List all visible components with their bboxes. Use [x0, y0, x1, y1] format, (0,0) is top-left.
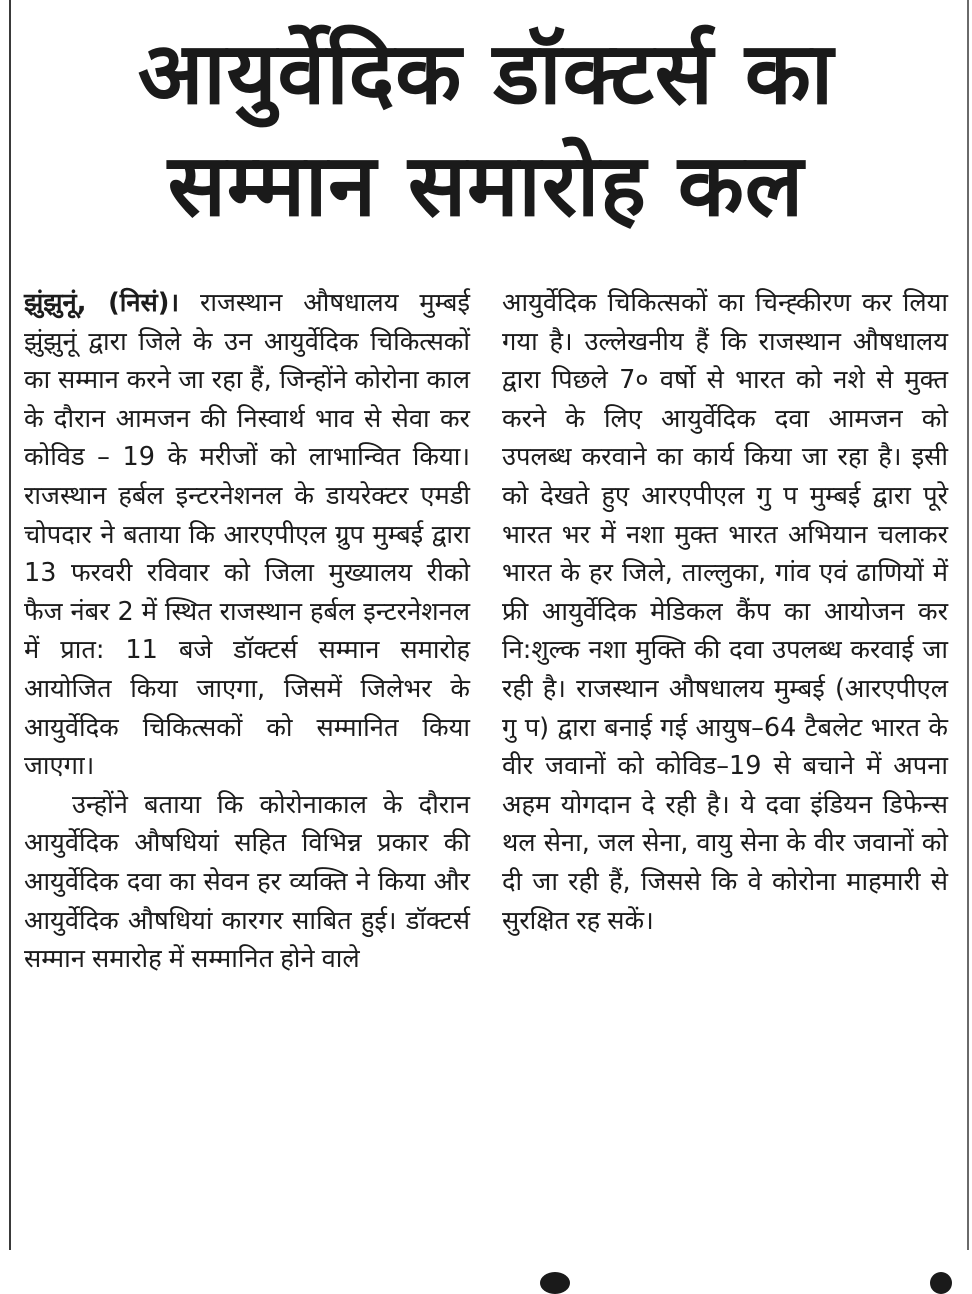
article-body: [24, 284, 948, 979]
paragraph-1-text: राजस्थान औषधालय मुम्बई झुंझुनूं द्वारा जिले के उन आयुर्वेदिक चिकित्सकों का सम्मान करने जा रहा हैं, जिन्होंने कोरोना काल के दौरान आमजन की निस्वार्थ भाव से सेवा कर कोविड – 19 के मरीजों को लाभान्वित किया। राजस्थान हर्बल इन्टरनेशनल के डायरेक्टर एमडी चोपदार ने बताया कि आरएपीएल ग्रुप मुम्बई द्वारा 13 फरवरी रविवार को जिला मुख्यालय रीको फैज नंबर 2 में स्थित राजस्थान हर्बल इन्टरनेशनल में प्रात: 11 बजे डॉक्टर्स सम्मान समारोह आयोजित किया जाएगा, जिसमें जिलेभर के आयुर्वेदिक चिकित्सकों को सम्मानित किया जाएगा।: [24, 288, 471, 782]
article-paragraph-1: [24, 284, 470, 786]
headline-line-2: सम्मान समारोह कल: [167, 136, 805, 236]
headline: [0, 18, 972, 242]
dateline: झुंझुनूं, (निसं)।: [24, 288, 180, 318]
next-article-glyph-fragment: [930, 1272, 952, 1294]
article-column-left: [24, 284, 470, 979]
article-paragraph-2: उन्होंने बताया कि कोरोनाकाल के दौरान आयुर्वेदिक औषधियां सहित विभिन्न प्रकार की आयुर्वेदिक दवा का सेवन हर व्यक्ति ने किया और आयुर्वेदिक औषधियां कारगर साबित हुई। डॉक्टर्स सम्मान समारोह में सम्मानित होने वाले: [24, 789, 470, 975]
article-paragraph-3: आयुर्वेदिक चिकित्सकों का चिन्ह्कीरण कर लिया गया है। उल्लेखनीय हैं कि राजस्थान औषधालय द्वारा पिछले 7० वर्षो से भारत को नशे से मुक्त करने के लिए आयुर्वेदिक दवा आमजन को उपलब्ध करवाने का कार्य किया जा रहा है। इसी को देखते हुए आरएपीएल गु प मुम्बई द्वारा पूरे भारत भर में नशा मुक्त भारत अभियान चलाकर भारत के हर जिले, ताल्लुका, गांव एवं ढाणियों में फ्री आयुर्वेदिक मेडिकल कैंप का आयोजन कर नि:शुल्क नशा मुक्ति की दवा उपलब्ध करवाई जा रही है। राजस्थान औषधालय मुम्बई (आरएपीएल गु प) द्वारा बनाई गई आयुष–64 टैबलेट भारत के वीर जवानों को कोविड–19 से बचाने में अपना अहम योगदान दे रही है। ये दवा इंडियन डिफेन्स थल सेना, जल सेना, वायु सेना के वीर जवानों को दी जा रही हैं, जिससे कि वे कोरोना माहमारी से सुरक्षित रह सकें।: [502, 288, 948, 936]
next-article-glyph-fragment: [540, 1272, 570, 1294]
headline-line-1: आयुर्वेदिक डॉक्टर्स का: [137, 24, 835, 124]
article-column-right: [502, 284, 948, 979]
